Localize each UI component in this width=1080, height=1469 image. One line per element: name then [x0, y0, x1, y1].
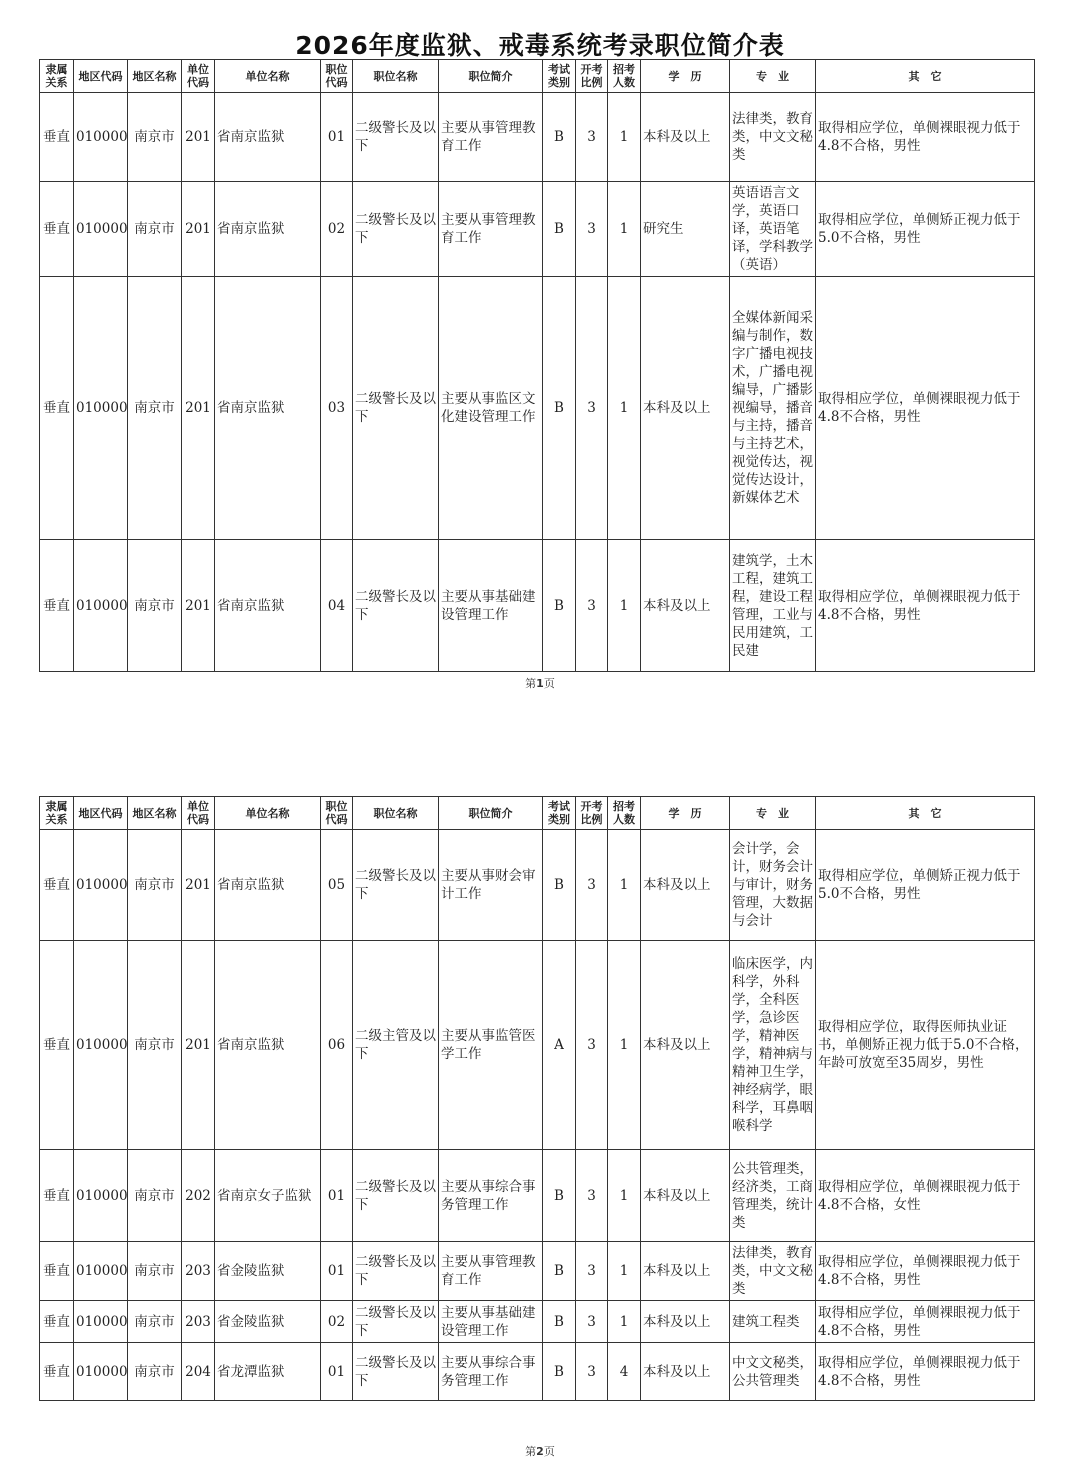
position-code-cell: 04 — [321, 540, 353, 672]
position-code-cell: 02 — [321, 182, 353, 277]
position-desc-cell: 主要从事综合事务管理工作 — [439, 1343, 543, 1401]
other-requirements-cell: 取得相应学位，单侧裸眼视力低于4.8不合格，女性 — [816, 1150, 1035, 1242]
position-code-cell: 01 — [321, 1150, 353, 1242]
unit-name-cell: 省南京监狱 — [215, 277, 321, 540]
position-desc-cell: 主要从事监区文化建设管理工作 — [439, 277, 543, 540]
header-cell: 单位代码 — [182, 60, 215, 93]
unit-name-cell: 省南京监狱 — [215, 941, 321, 1150]
table-row — [40, 1301, 1035, 1343]
table-row — [40, 182, 1035, 277]
ratio-cell: 3 — [576, 182, 608, 277]
other-requirements-cell: 取得相应学位，单侧裸眼视力低于4.8不合格，男性 — [816, 540, 1035, 672]
major-cell: 英语语言文学，英语口译，英语笔译，学科教学（英语） — [730, 182, 816, 277]
exam-type-cell: B — [543, 93, 576, 182]
header-cell: 单位代码 — [182, 797, 215, 830]
ratio-cell: 3 — [576, 1242, 608, 1301]
header-cell: 隶属关系 — [40, 797, 74, 830]
table-row — [40, 1343, 1035, 1401]
header-cell: 学 历 — [641, 797, 730, 830]
header-cell: 学 历 — [641, 60, 730, 93]
rel-cell: 垂直 — [40, 277, 74, 540]
ratio-cell: 3 — [576, 277, 608, 540]
rel-cell: 垂直 — [40, 182, 74, 277]
major-cell: 全媒体新闻采编与制作，数字广播电视技术，广播电视编导，广播影视编导，播音与主持，播音与主持艺术，视觉传达，视觉传达设计，新媒体艺术 — [730, 277, 816, 540]
other-requirements-cell: 取得相应学位，单侧矫正视力低于5.0不合格，男性 — [816, 182, 1035, 277]
header-cell: 职位代码 — [321, 60, 353, 93]
area-code-cell: 010000 — [74, 540, 128, 672]
position-name-cell: 二级警长及以下 — [353, 1301, 439, 1343]
headcount-cell: 1 — [608, 830, 641, 941]
header-cell: 考试类别 — [543, 797, 576, 830]
unit-name-cell: 省南京监狱 — [215, 830, 321, 941]
table-row — [40, 941, 1035, 1150]
area-name-cell: 南京市 — [128, 1301, 182, 1343]
education-cell: 本科及以上 — [641, 93, 730, 182]
major-cell: 会计学，会计，财务会计与审计，财务管理，大数据与会计 — [730, 830, 816, 941]
unit-name-cell: 省南京女子监狱 — [215, 1150, 321, 1242]
position-desc-cell: 主要从事财会审计工作 — [439, 830, 543, 941]
major-cell: 临床医学，内科学，外科学，全科医学，急诊医学，精神医学，精神病与精神卫生学，神经病学，眼科学，耳鼻咽喉科学 — [730, 941, 816, 1150]
ratio-cell: 3 — [576, 93, 608, 182]
education-cell: 本科及以上 — [641, 277, 730, 540]
unit-code-cell: 203 — [182, 1242, 215, 1301]
unit-code-cell: 201 — [182, 182, 215, 277]
header-cell: 招考人数 — [608, 60, 641, 93]
table-row — [40, 1242, 1035, 1301]
header-cell: 专 业 — [730, 797, 816, 830]
header-cell: 单位名称 — [215, 60, 321, 93]
page-number-1: 第1页 — [525, 677, 555, 690]
headcount-cell: 1 — [608, 1242, 641, 1301]
header-cell: 专 业 — [730, 60, 816, 93]
headcount-cell: 1 — [608, 1150, 641, 1242]
area-name-cell: 南京市 — [128, 1343, 182, 1401]
header-cell: 招考人数 — [608, 797, 641, 830]
area-name-cell: 南京市 — [128, 182, 182, 277]
position-code-cell: 01 — [321, 93, 353, 182]
position-desc-cell: 主要从事基础建设管理工作 — [439, 1301, 543, 1343]
headcount-cell: 1 — [608, 277, 641, 540]
ratio-cell: 3 — [576, 1301, 608, 1343]
area-name-cell: 南京市 — [128, 830, 182, 941]
position-code-cell: 06 — [321, 941, 353, 1150]
position-name-cell: 二级警长及以下 — [353, 277, 439, 540]
header-cell: 地区名称 — [128, 60, 182, 93]
positions-table-page-1 — [39, 59, 1035, 672]
headcount-cell: 1 — [608, 1301, 641, 1343]
document-title: 2026年度监狱、戒毒系统考录职位简介表 — [295, 31, 785, 60]
major-cell: 法律类，教育类，中文文秘类 — [730, 93, 816, 182]
position-name-cell: 二级主管及以下 — [353, 941, 439, 1150]
positions-table-page-2 — [39, 796, 1035, 1401]
position-desc-cell: 主要从事综合事务管理工作 — [439, 1150, 543, 1242]
position-code-cell: 01 — [321, 1242, 353, 1301]
major-cell: 建筑学，土木工程，建筑工程，建设工程管理，工业与民用建筑，工民建 — [730, 540, 816, 672]
area-name-cell: 南京市 — [128, 1150, 182, 1242]
header-cell: 地区代码 — [74, 60, 128, 93]
education-cell: 本科及以上 — [641, 1343, 730, 1401]
major-cell: 建筑工程类 — [730, 1301, 816, 1343]
header-cell: 考试类别 — [543, 60, 576, 93]
table-header-row — [40, 60, 1035, 93]
table-row — [40, 93, 1035, 182]
area-name-cell: 南京市 — [128, 93, 182, 182]
position-code-cell: 01 — [321, 1343, 353, 1401]
position-name-cell: 二级警长及以下 — [353, 830, 439, 941]
page-number-2: 第2页 — [525, 1445, 555, 1458]
unit-code-cell: 201 — [182, 93, 215, 182]
education-cell: 本科及以上 — [641, 1301, 730, 1343]
other-requirements-cell: 取得相应学位，单侧裸眼视力低于4.8不合格，男性 — [816, 1343, 1035, 1401]
exam-type-cell: A — [543, 941, 576, 1150]
headcount-cell: 1 — [608, 182, 641, 277]
exam-type-cell: B — [543, 1343, 576, 1401]
header-cell: 职位代码 — [321, 797, 353, 830]
table-body — [40, 93, 1035, 672]
area-name-cell: 南京市 — [128, 277, 182, 540]
education-cell: 本科及以上 — [641, 1150, 730, 1242]
table-body — [40, 830, 1035, 1401]
ratio-cell: 3 — [576, 1343, 608, 1401]
area-code-cell: 010000 — [74, 182, 128, 277]
education-cell: 本科及以上 — [641, 941, 730, 1150]
position-name-cell: 二级警长及以下 — [353, 540, 439, 672]
position-name-cell: 二级警长及以下 — [353, 1150, 439, 1242]
position-code-cell: 05 — [321, 830, 353, 941]
exam-type-cell: B — [543, 830, 576, 941]
header-cell: 职位名称 — [353, 797, 439, 830]
exam-type-cell: B — [543, 1242, 576, 1301]
table-row — [40, 540, 1035, 672]
exam-type-cell: B — [543, 1150, 576, 1242]
unit-code-cell: 202 — [182, 1150, 215, 1242]
unit-name-cell: 省南京监狱 — [215, 182, 321, 277]
headcount-cell: 1 — [608, 540, 641, 672]
area-code-cell: 010000 — [74, 1343, 128, 1401]
education-cell: 研究生 — [641, 182, 730, 277]
education-cell: 本科及以上 — [641, 830, 730, 941]
unit-code-cell: 201 — [182, 540, 215, 672]
unit-name-cell: 省南京监狱 — [215, 93, 321, 182]
area-name-cell: 南京市 — [128, 1242, 182, 1301]
header-cell: 单位名称 — [215, 797, 321, 830]
area-code-cell: 010000 — [74, 830, 128, 941]
position-name-cell: 二级警长及以下 — [353, 182, 439, 277]
exam-type-cell: B — [543, 1301, 576, 1343]
area-name-cell: 南京市 — [128, 941, 182, 1150]
area-code-cell: 010000 — [74, 1242, 128, 1301]
unit-code-cell: 201 — [182, 277, 215, 540]
position-code-cell: 03 — [321, 277, 353, 540]
header-cell: 其 它 — [816, 60, 1035, 93]
rel-cell: 垂直 — [40, 93, 74, 182]
rel-cell: 垂直 — [40, 941, 74, 1150]
position-code-cell: 02 — [321, 1301, 353, 1343]
position-name-cell: 二级警长及以下 — [353, 1242, 439, 1301]
table-row — [40, 277, 1035, 540]
ratio-cell: 3 — [576, 941, 608, 1150]
header-cell: 职位简介 — [439, 60, 543, 93]
other-requirements-cell: 取得相应学位，取得医师执业证书，单侧矫正视力低于5.0不合格，年龄可放宽至35周岁，男性 — [816, 941, 1035, 1150]
unit-name-cell: 省金陵监狱 — [215, 1301, 321, 1343]
headcount-cell: 1 — [608, 941, 641, 1150]
area-code-cell: 010000 — [74, 277, 128, 540]
exam-type-cell: B — [543, 182, 576, 277]
other-requirements-cell: 取得相应学位，单侧矫正视力低于5.0不合格，男性 — [816, 830, 1035, 941]
unit-code-cell: 204 — [182, 1343, 215, 1401]
area-code-cell: 010000 — [74, 1301, 128, 1343]
position-desc-cell: 主要从事监管医学工作 — [439, 941, 543, 1150]
position-name-cell: 二级警长及以下 — [353, 1343, 439, 1401]
rel-cell: 垂直 — [40, 1301, 74, 1343]
unit-name-cell: 省金陵监狱 — [215, 1242, 321, 1301]
header-cell: 开考比例 — [576, 60, 608, 93]
header-cell: 地区代码 — [74, 797, 128, 830]
other-requirements-cell: 取得相应学位，单侧裸眼视力低于4.8不合格，男性 — [816, 1242, 1035, 1301]
table-row — [40, 830, 1035, 941]
header-cell: 职位名称 — [353, 60, 439, 93]
header-cell: 开考比例 — [576, 797, 608, 830]
unit-code-cell: 201 — [182, 830, 215, 941]
other-requirements-cell: 取得相应学位，单侧裸眼视力低于4.8不合格，男性 — [816, 1301, 1035, 1343]
position-desc-cell: 主要从事管理教育工作 — [439, 93, 543, 182]
unit-name-cell: 省龙潭监狱 — [215, 1343, 321, 1401]
other-requirements-cell: 取得相应学位，单侧裸眼视力低于4.8不合格，男性 — [816, 277, 1035, 540]
exam-type-cell: B — [543, 540, 576, 672]
rel-cell: 垂直 — [40, 540, 74, 672]
unit-name-cell: 省南京监狱 — [215, 540, 321, 672]
area-name-cell: 南京市 — [128, 540, 182, 672]
header-cell: 职位简介 — [439, 797, 543, 830]
ratio-cell: 3 — [576, 1150, 608, 1242]
headcount-cell: 4 — [608, 1343, 641, 1401]
header-cell: 地区名称 — [128, 797, 182, 830]
ratio-cell: 3 — [576, 540, 608, 672]
rel-cell: 垂直 — [40, 1242, 74, 1301]
unit-code-cell: 201 — [182, 941, 215, 1150]
table-row — [40, 1150, 1035, 1242]
area-code-cell: 010000 — [74, 1150, 128, 1242]
area-code-cell: 010000 — [74, 941, 128, 1150]
major-cell: 公共管理类，经济类，工商管理类，统计类 — [730, 1150, 816, 1242]
education-cell: 本科及以上 — [641, 540, 730, 672]
position-name-cell: 二级警长及以下 — [353, 93, 439, 182]
exam-type-cell: B — [543, 277, 576, 540]
rel-cell: 垂直 — [40, 1150, 74, 1242]
position-desc-cell: 主要从事管理教育工作 — [439, 182, 543, 277]
major-cell: 法律类，教育类，中文文秘类 — [730, 1242, 816, 1301]
headcount-cell: 1 — [608, 93, 641, 182]
rel-cell: 垂直 — [40, 830, 74, 941]
header-cell: 隶属关系 — [40, 60, 74, 93]
rel-cell: 垂直 — [40, 1343, 74, 1401]
unit-code-cell: 203 — [182, 1301, 215, 1343]
major-cell: 中文文秘类，公共管理类 — [730, 1343, 816, 1401]
area-code-cell: 010000 — [74, 93, 128, 182]
ratio-cell: 3 — [576, 830, 608, 941]
position-desc-cell: 主要从事基础建设管理工作 — [439, 540, 543, 672]
other-requirements-cell: 取得相应学位，单侧裸眼视力低于4.8不合格，男性 — [816, 93, 1035, 182]
table-header-row — [40, 797, 1035, 830]
position-desc-cell: 主要从事管理教育工作 — [439, 1242, 543, 1301]
education-cell: 本科及以上 — [641, 1242, 730, 1301]
header-cell: 其 它 — [816, 797, 1035, 830]
